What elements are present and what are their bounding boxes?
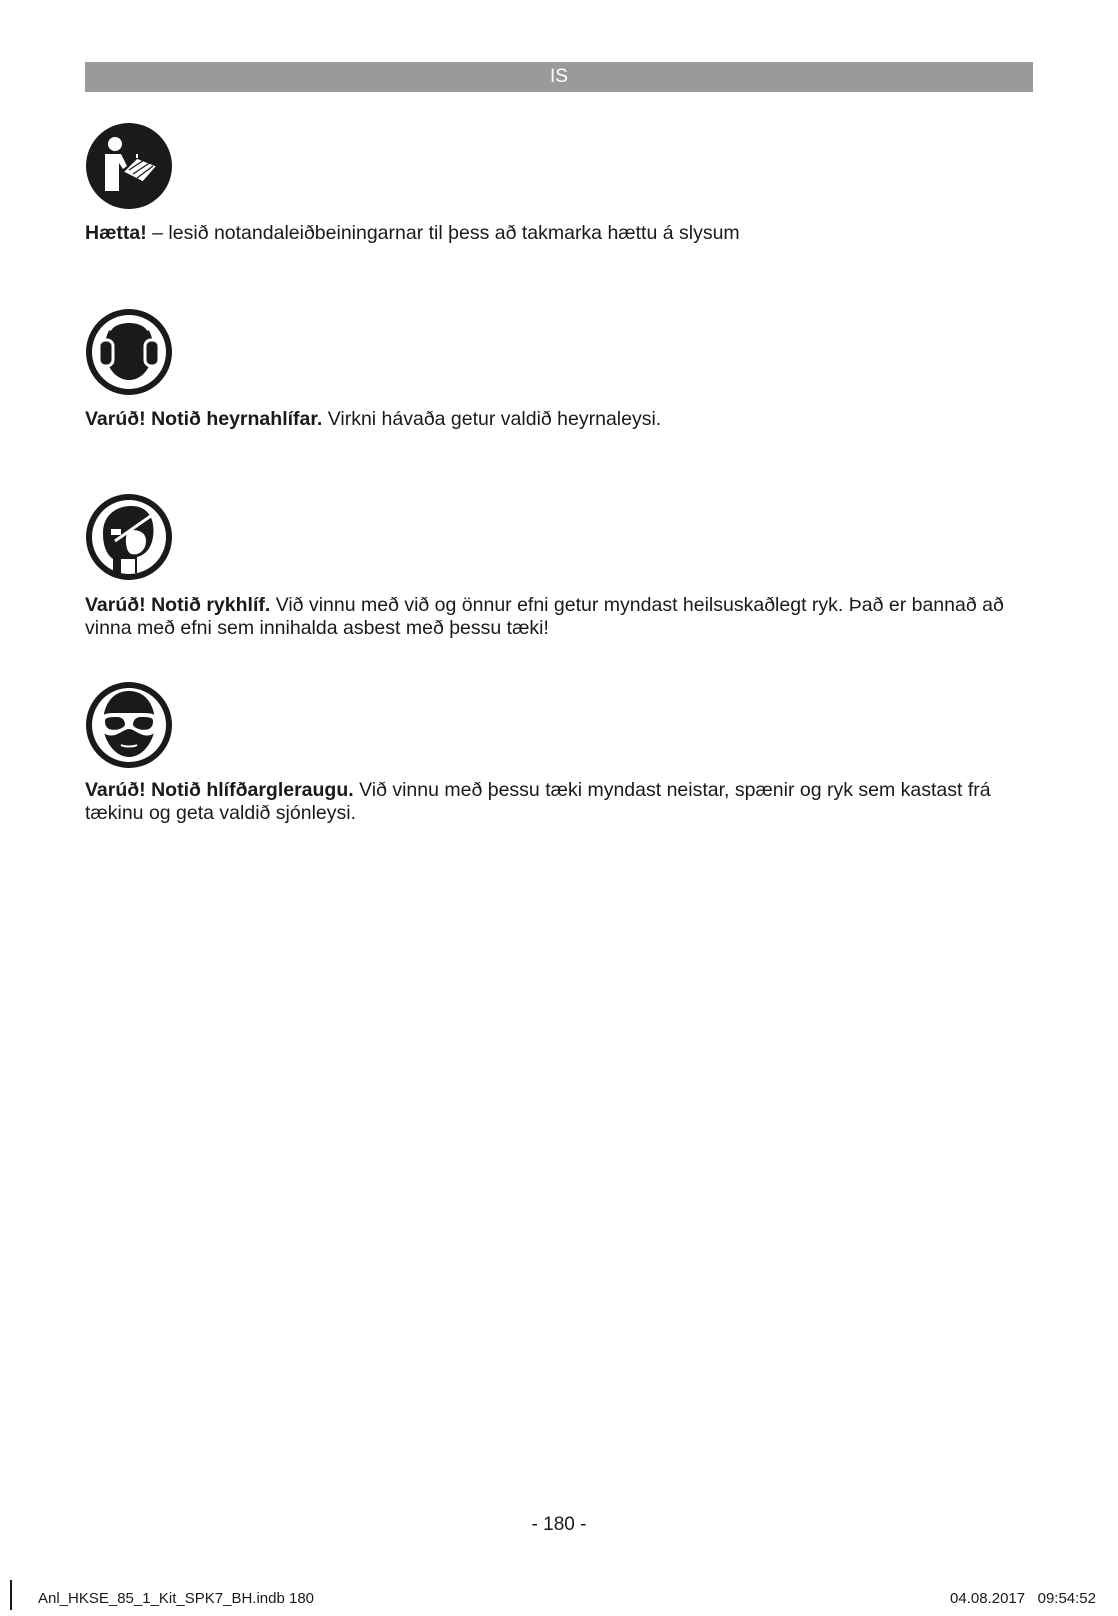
- warning-title: Varúð! Notið heyrnahlífar.: [85, 408, 323, 430]
- warning-title: Varúð! Notið rykhlíf.: [85, 594, 271, 616]
- warning-title: Varúð! Notið hlífðargleraugu.: [85, 779, 354, 801]
- read-manual-icon: [85, 122, 173, 210]
- footer-file-name: Anl_HKSE_85_1_Kit_SPK7_BH.indb 180: [38, 1590, 315, 1607]
- warning-text: – lesið notandaleiðbeiningarnar til þess að takmarka hættu á slysum: [146, 222, 740, 244]
- warning-text: Virkni hávaða getur valdið heyrnaleysi.: [322, 408, 662, 430]
- language-header-bar: [85, 62, 1033, 92]
- warning-paragraph-ear-protection: [85, 408, 1040, 431]
- page-number: - 180 -: [531, 1514, 587, 1535]
- dust-mask-icon: [85, 493, 173, 581]
- warning-text: Við vinnu með við og önnur efni getur myndast heilsuskaðlegt ryk. Það er bannað að vinna með efni sem innihalda asbest með þessu tæki!: [85, 594, 1004, 639]
- warning-title: Hætta!: [85, 222, 147, 244]
- warning-paragraph-dust-mask: [85, 594, 1040, 640]
- crop-mark: [10, 1580, 12, 1610]
- safety-goggles-icon: [85, 681, 173, 769]
- ear-protection-icon: [85, 308, 173, 396]
- warning-paragraph-read-manual: [85, 222, 1040, 245]
- warning-paragraph-safety-goggles: [85, 779, 1040, 825]
- warning-text: Við vinnu með þessu tæki myndast neistar, spænir og ryk sem kastast frá tækinu og geta valdið sjónleysi.: [85, 779, 991, 824]
- footer-datetime: 04.08.2017 09:54:52: [950, 1590, 1096, 1607]
- language-code: IS: [550, 66, 568, 87]
